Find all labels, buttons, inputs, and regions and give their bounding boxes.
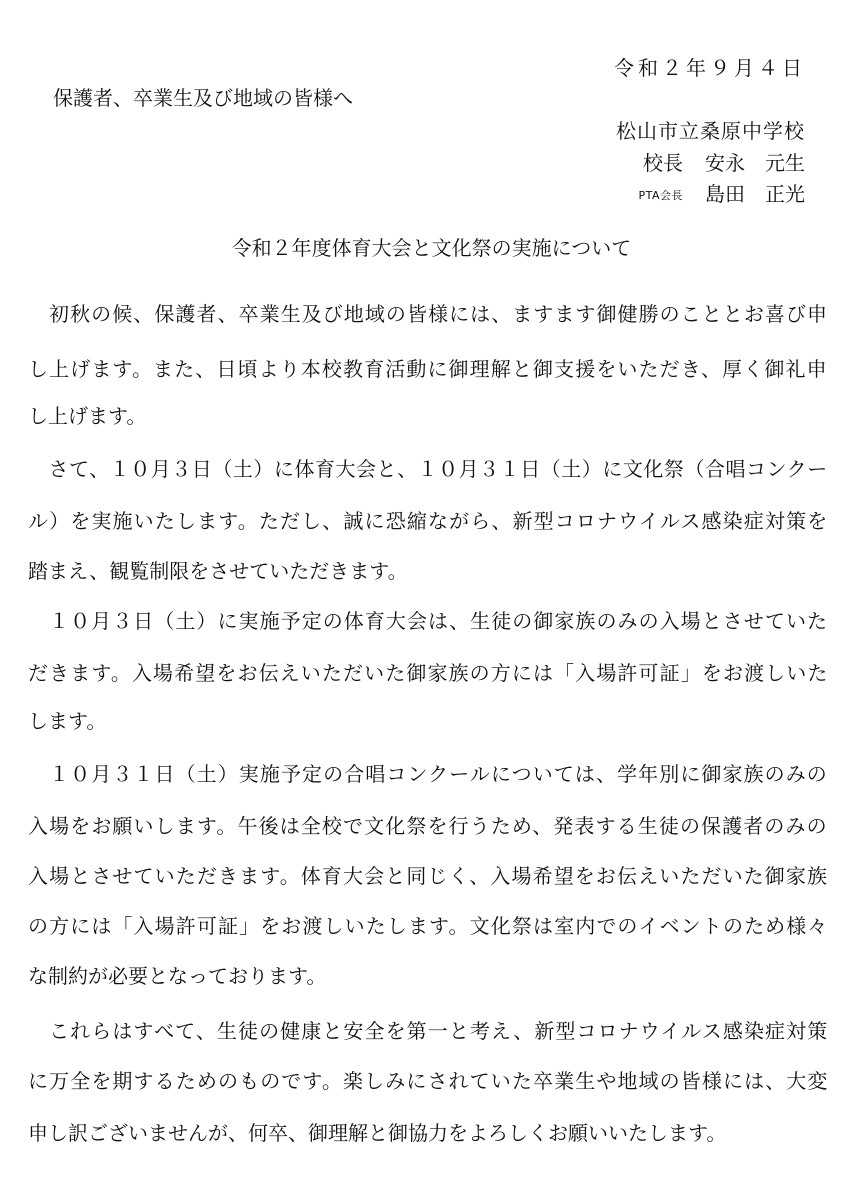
body-line: 踏まえ、観覧制限をさせていただきます。: [28, 559, 408, 583]
body-line: だきます。入場希望をお伝えいただいた御家族の方には「入場許可証」をお渡しいた: [28, 661, 829, 685]
body-line: ル）を実施いたします。ただし、誠に恐縮ながら、新型コロナウイルス感染症対策を: [28, 509, 829, 533]
pta-signature: [638, 178, 805, 207]
body-line: な制約が必要となっております。: [28, 964, 327, 988]
date: 令和２年９月４日: [614, 56, 806, 80]
principal-name: 安永 元生: [705, 151, 805, 175]
addressee: 保護者、卒業生及び地域の皆様へ: [53, 86, 353, 110]
body-line: １０月３日（土）に実施予定の体育大会は、生徒の御家族のみの入場とさせていた: [28, 609, 829, 633]
body-line: し上げます。また、日頃より本校教育活動に御理解と御支援をいただき、厚く御礼申: [28, 357, 828, 381]
body-line: さて、１０月３日（土）に体育大会と、１０月３１日（土）に文化祭（合唱コンクー: [28, 457, 828, 481]
principal-role: 校長: [643, 151, 683, 175]
pta-name: 島田 正光: [705, 182, 805, 206]
body-line: に万全を期するためのものです。楽しみにされていた卒業生や地域の皆様には、大変: [28, 1069, 829, 1093]
principal-signature: [643, 147, 805, 176]
body-line: 入場をお願いします。午後は全校で文化祭を行うため、発表する生徒の保護者のみの: [28, 814, 828, 838]
body-line: 初秋の候、保護者、卒業生及び地域の皆様には、ますます御健勝のこととお喜び申: [28, 302, 829, 326]
body-line: の方には「入場許可証」をお渡しいたします。文化祭は室内でのイベントのため様々: [28, 914, 829, 938]
body-line: これらはすべて、生徒の健康と安全を第一と考え、新型コロナウイルス感染症対策: [28, 1019, 829, 1043]
body-line: し上げます。: [28, 404, 147, 428]
pta-role: PTA会長: [638, 189, 683, 202]
body-line: １０月３１日（土）実施予定の合唱コンクールについては、学年別に御家族のみの: [28, 762, 828, 786]
body-line: 申し訳ございませんが、何卒、御理解と御協力をよろしくお願いいたします。: [28, 1121, 727, 1145]
body-line: します。: [28, 709, 107, 733]
school-name: 松山市立桑原中学校: [616, 119, 805, 143]
body-line: 入場とさせていただきます。体育大会と同じく、入場希望をお伝えいただいた御家族: [28, 864, 829, 888]
document-title: 令和２年度体育大会と文化祭の実施について: [231, 236, 632, 260]
